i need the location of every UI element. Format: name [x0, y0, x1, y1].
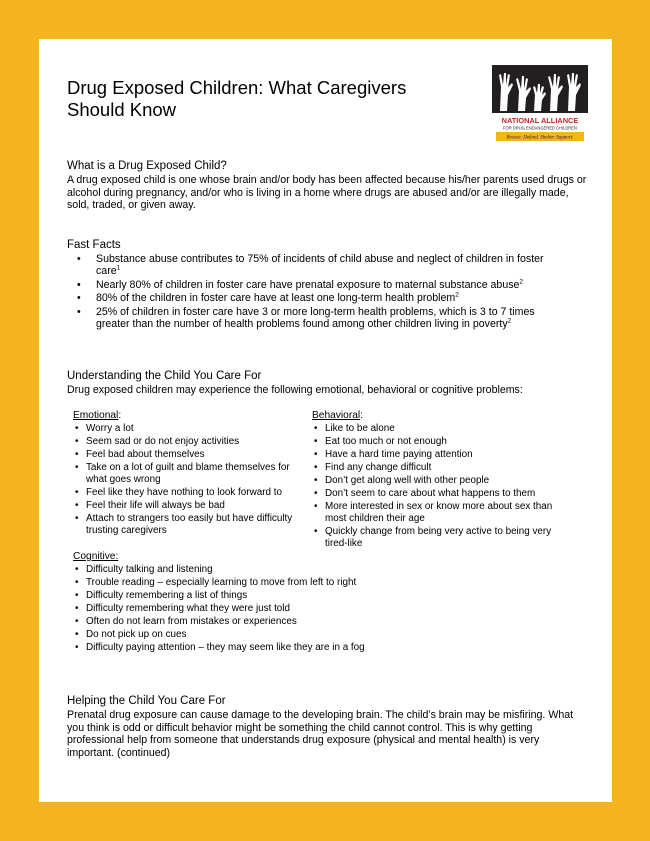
- fact-item: • Nearly 80% of children in foster care have prenatal exposure to maternal substance abuse$^2$: [67, 279, 567, 291]
- behavioral-heading: Behavioral:: [312, 410, 363, 421]
- emotional-heading: Emotional:: [73, 410, 122, 421]
- list-item: • Like to be alone: [312, 423, 557, 435]
- section-body-definition: A drug exposed child is one whose brain and/or body has been affected because his/her parents used drugs or alcohol during pregnancy, and/or who is living in a home where drugs are abused and/or are illegally made, sold, traded, or given away.: [67, 174, 587, 212]
- list-item: • Seem sad or do not enjoy activities: [73, 436, 305, 448]
- logo-tagline: Rescue. Defend. Shelter. Support.: [506, 135, 574, 141]
- list-item: • Do not pick up on cues: [73, 629, 543, 641]
- logo-subtitle: FOR DRUG ENDANGERED CHILDREN: [503, 125, 577, 131]
- document-page: [39, 39, 612, 802]
- section-heading-helping: Helping the Child You Care For: [67, 695, 226, 707]
- list-item: • Don’t get along well with other people: [312, 475, 557, 487]
- list-item: • Attach to strangers too easily but have difficulty trusting caregivers: [73, 513, 305, 537]
- section-intro-understanding: Drug exposed children may experience the following emotional, behavioral or cognitive problems:: [67, 384, 523, 396]
- list-item: • Difficulty remembering what they were just told: [73, 603, 543, 615]
- section-heading-understanding: Understanding the Child You Care For: [67, 370, 262, 382]
- list-item: • Take on a lot of guilt and blame themselves for what goes wrong: [73, 462, 305, 486]
- emotional-list: [73, 423, 305, 538]
- behavioral-list: [312, 423, 557, 551]
- fact-item: • Substance abuse contributes to 75% of incidents of child abuse and neglect of children in foster care$^1$: [67, 253, 567, 278]
- list-item: • Eat too much or not enough: [312, 436, 557, 448]
- list-item: • Feel bad about themselves: [73, 449, 305, 461]
- cognitive-heading: Cognitive:: [73, 551, 119, 562]
- section-body-helping: Prenatal drug exposure can cause damage to the developing brain. The child’s brain may be misfiring. What you think is odd or difficult behavior might be something the child cannot control. This is why getting professional help from someone that understands drug exposure (physical and mental health) is very important. (continued): [67, 709, 574, 759]
- list-item: • Difficulty paying attention – they may seem like they are in a fog: [73, 642, 543, 654]
- list-item: • Feel their life will always be bad: [73, 500, 305, 512]
- fact-item: • 80% of the children in foster care have at least one long-term health problem$^2$: [67, 292, 567, 304]
- logo-name: NATIONAL ALLIANCE: [501, 116, 579, 125]
- list-item: • More interested in sex or know more about sex than most children their age: [312, 501, 557, 525]
- page-title: Drug Exposed Children: What Caregivers Should Know: [67, 77, 407, 120]
- list-item: • Feel like they have nothing to look forward to: [73, 487, 305, 499]
- list-item: • Quickly change from being very active to being very tired-like: [312, 526, 557, 550]
- section-heading-definition: What is a Drug Exposed Child?: [67, 160, 227, 172]
- list-item: • Difficulty talking and listening: [73, 564, 543, 576]
- nadec-logo: [492, 65, 588, 143]
- list-item: • Often do not learn from mistakes or experiences: [73, 616, 543, 628]
- facts-list: [67, 253, 567, 331]
- list-item: • Don’t seem to care about what happens to them: [312, 488, 557, 500]
- list-item: • Have a hard time paying attention: [312, 449, 557, 461]
- list-item: • Difficulty remembering a list of things: [73, 590, 543, 602]
- section-heading-facts: Fast Facts: [67, 239, 121, 251]
- list-item: • Trouble reading – especially learning to move from left to right: [73, 577, 543, 589]
- fact-item: • 25% of children in foster care have 3 or more long-term health problems, which is 3 to 7 times greater than the number of health problems found among other children living in poverty$^2$: [67, 306, 567, 331]
- list-item: • Find any change difficult: [312, 462, 557, 474]
- cognitive-list: [73, 564, 543, 655]
- list-item: • Worry a lot: [73, 423, 305, 435]
